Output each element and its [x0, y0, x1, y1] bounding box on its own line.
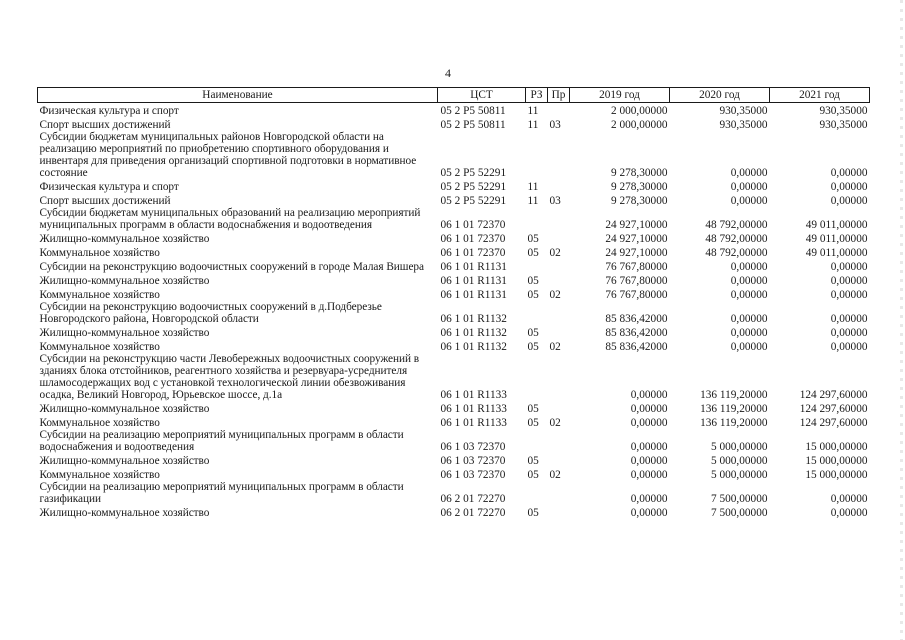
cell-2020: 5 000,00000	[711, 469, 768, 481]
cell-2020: 136 119,20000	[700, 389, 768, 401]
cell-2021: 0,00000	[830, 313, 868, 325]
cell-cst: 06 1 01 R1132	[440, 313, 507, 325]
cell-2019: 76 767,80000	[605, 289, 668, 301]
cell-2020: 136 119,20000	[700, 417, 768, 429]
cell-pr	[548, 259, 570, 273]
cell-cst: 06 1 03 72370	[440, 455, 506, 467]
header-rz: РЗ	[526, 88, 548, 103]
cell-2020: 0,00000	[730, 327, 768, 339]
cell-2019: 85 836,42000	[605, 313, 668, 325]
cell-2019: 2 000,00000	[611, 119, 668, 131]
table-row	[38, 259, 870, 273]
table-row	[38, 467, 870, 481]
cell-pr	[548, 179, 570, 193]
cell-2020: 0,00000	[730, 181, 768, 193]
table-row	[38, 131, 870, 179]
table-row	[38, 301, 870, 325]
header-2019: 2019 год	[570, 88, 670, 103]
cell-2019: 0,00000	[630, 507, 668, 519]
table-row	[38, 415, 870, 429]
cell-name: Субсидии бюджетам муниципальных районов Новгородской области на реализацию мероприятий по приобретению спортивного оборудования и инвентаря для приведения организаций спортивной подготовки в нормативное состояние	[39, 131, 417, 179]
cell-2019: 9 278,30000	[611, 195, 668, 207]
cell-cst: 05 2 Р5 52291	[440, 181, 507, 193]
cell-pr	[548, 353, 570, 401]
cell-2020: 0,00000	[730, 275, 768, 287]
cell-2020: 5 000,00000	[711, 441, 768, 453]
cell-cst: 05 2 Р5 52291	[440, 195, 507, 207]
cell-rz	[526, 301, 548, 325]
cell-name: Жилищно-коммунальное хозяйство	[39, 327, 210, 339]
cell-name: Коммунальное хозяйство	[39, 469, 160, 481]
cell-name: Субсидии на реализацию мероприятий муниципальных программ в области водоснабжения и водоотведения	[39, 429, 404, 453]
cell-pr	[548, 273, 570, 287]
cell-name: Жилищно-коммунальное хозяйство	[39, 455, 210, 467]
cell-2021: 0,00000	[830, 181, 868, 193]
cell-2021: 930,35000	[819, 105, 868, 117]
table-row	[38, 287, 870, 301]
cell-cst: 06 1 01 R1133	[440, 389, 507, 401]
cell-pr: 02	[549, 417, 561, 429]
cell-cst: 06 1 01 R1133	[440, 403, 507, 415]
cell-2020: 48 792,00000	[705, 219, 768, 231]
cell-2019: 9 278,30000	[611, 181, 668, 193]
cell-pr	[548, 429, 570, 453]
cell-2019: 76 767,80000	[605, 275, 668, 287]
cell-rz: 05	[527, 403, 539, 415]
cell-cst: 06 1 01 R1131	[440, 275, 507, 287]
cell-rz: 11	[527, 119, 539, 131]
cell-2020: 0,00000	[730, 341, 768, 353]
cell-2021: 0,00000	[830, 275, 868, 287]
page-number: 4	[445, 66, 451, 80]
cell-cst: 06 1 01 R1132	[440, 341, 507, 353]
cell-cst: 06 1 03 72370	[440, 469, 506, 481]
cell-cst: 06 1 01 R1133	[440, 417, 507, 429]
cell-2019: 0,00000	[630, 469, 668, 481]
cell-cst: 05 2 Р5 52291	[440, 167, 507, 179]
cell-2021: 0,00000	[830, 167, 868, 179]
scan-edge-artifact	[900, 0, 903, 640]
cell-cst: 06 1 01 72370	[440, 247, 506, 259]
cell-2020: 930,35000	[719, 105, 768, 117]
cell-cst: 06 1 01 R1131	[440, 261, 507, 273]
cell-rz: 11	[527, 195, 539, 207]
cell-2021: 0,00000	[830, 507, 868, 519]
cell-cst: 06 1 01 72370	[440, 233, 506, 245]
table-body	[38, 103, 870, 520]
table-header	[38, 88, 870, 103]
cell-name: Субсидии на реконструкцию части Левобережных водоочистных сооружений в зданиях блока отстойников, реагентного хозяйства и резервуара-усреднителя шламосодержащих вод с установкой технологической линии обезвоживания осадка, Великий Новгород, Юрьевское шоссе, д.1а	[39, 353, 420, 401]
cell-2021: 124 297,60000	[799, 403, 868, 415]
cell-pr	[548, 301, 570, 325]
cell-2020: 0,00000	[730, 167, 768, 179]
table-row	[38, 429, 870, 453]
cell-name: Жилищно-коммунальное хозяйство	[39, 233, 210, 245]
cell-rz: 05	[527, 327, 539, 339]
cell-2021: 0,00000	[830, 195, 868, 207]
cell-pr: 03	[549, 119, 561, 131]
cell-2021: 0,00000	[830, 341, 868, 353]
cell-cst: 05 2 Р5 50811	[440, 119, 506, 131]
table-row	[38, 339, 870, 353]
cell-pr: 02	[549, 469, 561, 481]
budget-table	[37, 87, 870, 519]
cell-name: Коммунальное хозяйство	[39, 417, 160, 429]
cell-pr	[548, 103, 570, 118]
cell-rz: 05	[527, 507, 539, 519]
table-row	[38, 505, 870, 519]
cell-rz	[526, 131, 548, 179]
cell-2021: 930,35000	[819, 119, 868, 131]
cell-cst: 05 2 Р5 50811	[440, 105, 506, 117]
cell-pr	[548, 401, 570, 415]
cell-pr	[548, 131, 570, 179]
cell-2019: 85 836,42000	[605, 327, 668, 339]
header-2021: 2021 год	[770, 88, 870, 103]
cell-rz: 05	[527, 233, 539, 245]
cell-2020: 48 792,00000	[705, 233, 768, 245]
cell-rz	[526, 207, 548, 231]
cell-2021: 15 000,00000	[805, 441, 868, 453]
table-row	[38, 481, 870, 505]
cell-2021: 49 011,00000	[805, 219, 868, 231]
cell-rz	[526, 429, 548, 453]
cell-pr	[548, 325, 570, 339]
cell-2019: 2 000,00000	[611, 105, 668, 117]
cell-rz: 05	[527, 247, 539, 259]
cell-name: Спорт высших достижений	[39, 119, 171, 131]
cell-2020: 930,35000	[719, 119, 768, 131]
cell-pr	[548, 231, 570, 245]
table-row	[38, 245, 870, 259]
cell-2020: 0,00000	[730, 261, 768, 273]
cell-2020: 7 500,00000	[711, 507, 768, 519]
cell-2020: 7 500,00000	[711, 493, 768, 505]
cell-name: Физическая культура и спорт	[39, 105, 179, 117]
cell-rz: 11	[527, 181, 539, 193]
table-row	[38, 453, 870, 467]
cell-2021: 49 011,00000	[805, 247, 868, 259]
cell-rz	[526, 481, 548, 505]
cell-cst: 06 1 01 72370	[440, 219, 506, 231]
table-row	[38, 353, 870, 401]
cell-2019: 0,00000	[630, 417, 668, 429]
cell-name: Субсидии на реконструкцию водоочистных сооружений в д.Подберезье Новгородского района, Новгородской области	[39, 301, 382, 325]
cell-pr	[548, 207, 570, 231]
cell-2019: 85 836,42000	[605, 341, 668, 353]
cell-name: Спорт высших достижений	[39, 195, 171, 207]
cell-name: Субсидии на реконструкцию водоочистных сооружений в городе Малая Вишера	[39, 261, 424, 273]
cell-rz: 05	[527, 417, 539, 429]
cell-name: Субсидии бюджетам муниципальных образований на реализацию мероприятий муниципальных программ в области водоснабжения и водоотведения	[39, 207, 421, 231]
table-row	[38, 179, 870, 193]
table-row	[38, 193, 870, 207]
cell-2020: 0,00000	[730, 195, 768, 207]
header-row	[38, 88, 870, 103]
cell-2019: 76 767,80000	[605, 261, 668, 273]
table-row	[38, 103, 870, 118]
cell-name: Физическая культура и спорт	[39, 181, 179, 193]
cell-rz: 05	[527, 289, 539, 301]
cell-2020: 0,00000	[730, 289, 768, 301]
cell-cst: 06 1 03 72370	[440, 441, 506, 453]
cell-rz	[526, 259, 548, 273]
cell-2019: 0,00000	[630, 389, 668, 401]
cell-pr	[548, 481, 570, 505]
header-2020: 2020 год	[670, 88, 770, 103]
cell-name: Жилищно-коммунальное хозяйство	[39, 275, 210, 287]
table-row	[38, 401, 870, 415]
table-row	[38, 325, 870, 339]
cell-rz: 05	[527, 341, 539, 353]
cell-cst: 06 2 01 72270	[440, 507, 506, 519]
cell-2021: 124 297,60000	[799, 417, 868, 429]
cell-2021: 0,00000	[830, 289, 868, 301]
cell-pr	[548, 453, 570, 467]
cell-2020: 0,00000	[730, 313, 768, 325]
cell-2019: 0,00000	[630, 403, 668, 415]
cell-2021: 0,00000	[830, 493, 868, 505]
cell-name: Жилищно-коммунальное хозяйство	[39, 507, 210, 519]
cell-name: Жилищно-коммунальное хозяйство	[39, 403, 210, 415]
table-row	[38, 273, 870, 287]
cell-2021: 49 011,00000	[805, 233, 868, 245]
cell-2020: 48 792,00000	[705, 247, 768, 259]
cell-2019: 24 927,10000	[605, 233, 668, 245]
cell-cst: 06 1 01 R1132	[440, 327, 507, 339]
cell-2021: 15 000,00000	[805, 469, 868, 481]
cell-pr: 02	[549, 247, 561, 259]
table-row	[38, 117, 870, 131]
cell-2021: 124 297,60000	[799, 389, 868, 401]
table-row	[38, 231, 870, 245]
cell-rz	[526, 353, 548, 401]
cell-rz: 05	[527, 455, 539, 467]
cell-name: Коммунальное хозяйство	[39, 289, 160, 301]
cell-cst: 06 1 01 R1131	[440, 289, 507, 301]
cell-2021: 0,00000	[830, 327, 868, 339]
cell-2019: 0,00000	[630, 441, 668, 453]
cell-2019: 0,00000	[630, 493, 668, 505]
header-cst: ЦСТ	[438, 88, 526, 103]
cell-pr: 02	[549, 289, 561, 301]
cell-rz: 05	[527, 275, 539, 287]
table-row	[38, 207, 870, 231]
cell-cst: 06 2 01 72270	[440, 493, 506, 505]
cell-2019: 24 927,10000	[605, 219, 668, 231]
cell-rz: 11	[527, 105, 539, 117]
header-pr: Пр	[548, 88, 570, 103]
cell-2021: 15 000,00000	[805, 455, 868, 467]
cell-pr: 02	[549, 341, 561, 353]
cell-pr	[548, 505, 570, 519]
cell-name: Коммунальное хозяйство	[39, 341, 160, 353]
cell-2019: 24 927,10000	[605, 247, 668, 259]
cell-pr: 03	[549, 195, 561, 207]
cell-rz: 05	[527, 469, 539, 481]
cell-2020: 5 000,00000	[711, 455, 768, 467]
cell-name: Субсидии на реализацию мероприятий муниципальных программ в области газификации	[39, 481, 404, 505]
cell-name: Коммунальное хозяйство	[39, 247, 160, 259]
cell-2019: 0,00000	[630, 455, 668, 467]
cell-2019: 9 278,30000	[611, 167, 668, 179]
header-name: Наименование	[38, 88, 438, 103]
cell-2021: 0,00000	[830, 261, 868, 273]
cell-2020: 136 119,20000	[700, 403, 768, 415]
